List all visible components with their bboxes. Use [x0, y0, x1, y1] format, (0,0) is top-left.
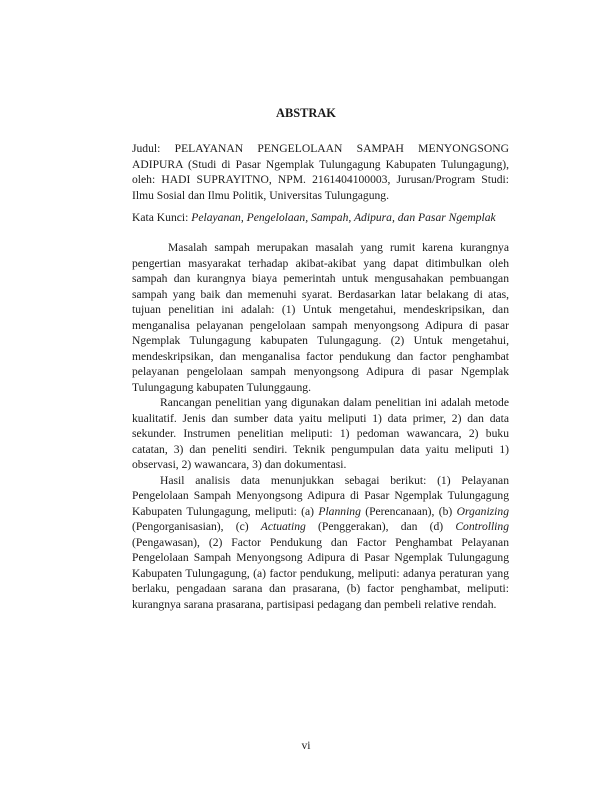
- page-title: ABSTRAK: [276, 106, 336, 120]
- term-organizing: Organizing: [456, 504, 509, 518]
- results-text: Hasil analisis data menunjukkan sebagai berikut: (1) Pelayanan Pengelolaan Sampah Menyongsong Adipura di Pasar Ngemplak Tulungagung Kabupaten Tulungagung, meliputi: (a): [132, 473, 509, 518]
- page-number: vi: [301, 739, 311, 752]
- term-actuating: Actuating: [260, 520, 306, 533]
- results-text: (Perencanaan), (b): [360, 504, 457, 518]
- term-planning: Planning: [318, 504, 361, 518]
- paragraph-method: Rancangan penelitian yang digunakan dalam penelitian ini adalah metode kualitatif. Jenis dan sumber data yaitu meliputi 1) data primer, 2) dan data sekunder. Instrumen penelitian meliputi: 1) pedoman wawancara, 2) buku catatan, 3) dan peneliti sendiri. Teknik pengumpulan data yaitu meliputi 1) observasi, 2) wawancara, 3) dan dokumentasi.: [132, 396, 509, 471]
- paragraph-background: Masalah sampah merupakan masalah yang rumit karena kurangnya pengertian masyarakat terhadap akibat-akibat yang dapat ditimbulkan oleh sampah dan kurangnya biaya pemerintah untuk mengusahakan pembuangan sampah yang baik dan memenuhi syarat. Berdasarkan latar belakang di atas, tujuan penelitian ini adalah: (1) Untuk mengetahui, mendeskripsikan, dan menganalisa pelayanan pengelolaan sampah menyongsong Adipura di pasar Ngemplak Tulungagung kabupaten Tulungagung. (2) Untuk mengetahui, mendeskripsikan, dan menganalisa factor pendukung dan factor penghambat pelayanan pengelolaan sampah menyongsong Adipura di pasar Ngemplak Tulungagung kabupaten Tulunggaung.: [132, 241, 509, 394]
- keywords-label: Kata Kunci:: [132, 211, 192, 224]
- term-controlling: Controlling: [455, 520, 509, 533]
- title-label: Judul:: [132, 142, 161, 155]
- abstract-body: [132, 240, 509, 612]
- results-text: (Penggerakan), dan (d): [305, 520, 456, 533]
- results-text: (Pengawasan), (2) Factor Pendukung dan Factor Penghambat Pelayanan Pengelolaan Sampah Menyongsong Adipura di Pasar Ngemplak Tulungagung Kabupaten Tulungagung, (a) factor pendukung, meliputi: adanya peraturan yang berlaku, pengadaan sarana dan prasarana, (b) factor penghambat, meliputi: kurangnya sarana prasarana, partisipasi pedagang dan pembeli relative rendah.: [132, 535, 509, 611]
- thesis-info: [132, 141, 509, 203]
- paragraph-results: [132, 473, 509, 613]
- title-text: PELAYANAN PENGELOLAAN SAMPAH MENYONGSONG ADIPURA (Studi di Pasar Ngemplak Tulungagung Kabupaten Tulungagung), oleh: HADI SUPRAYITNO, NPM. 2161404100003, Jurusan/Program Studi: Ilmu Sosial dan Ilmu Politik, Universitas Tulungagung.: [132, 142, 509, 202]
- results-text: (Pengorganisasian), (c): [132, 520, 261, 533]
- keywords-line: [132, 210, 509, 226]
- keywords-terms: Pelayanan, Pengelolaan, Sampah, Adipura, dan Pasar Ngemplak: [191, 211, 496, 224]
